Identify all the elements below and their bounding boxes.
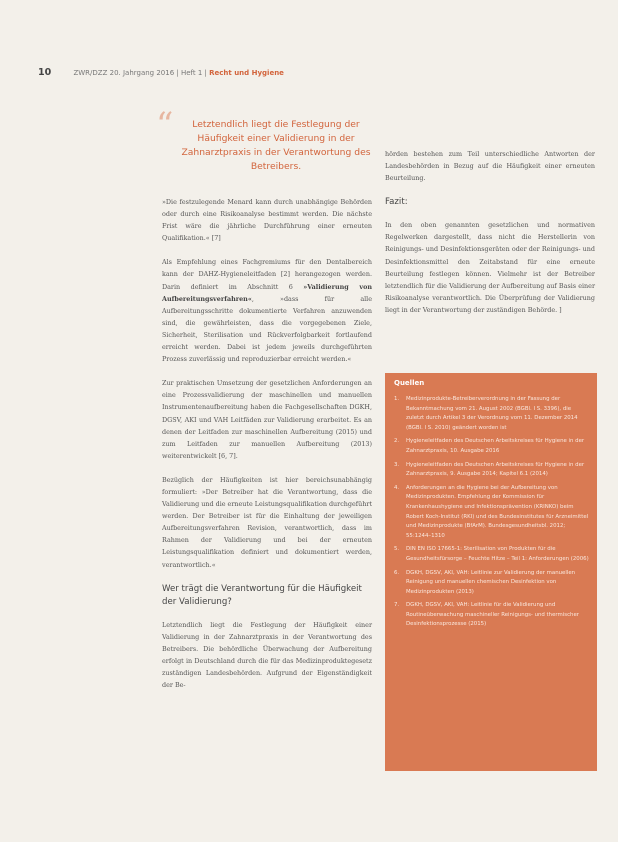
paragraph: In den oben genannten gesetzlichen und normativen Regelwerken dargestellt, dass nicht die Herstellerin von Reinigungs- und Desinfektionsgeräten oder der Reinigungs- und Desinfektionsmittel den Zeitabstand für eine erneute Beurteilung festlegen können. Vielmehr ist der Betreiber letztendlich für die Validierung der Aufbereitung auf Basis einer Risikoanalyse verantwortlich. Die Überprüfung der Validierung liegt in der Verantwortung der zuständigen Behörde. ] [385,221,595,314]
source-number: 6. [394,569,400,576]
source-text: DGKH, DGSV, AKI, VAH: Leitlinie für die Validierung und Routineüberwachung maschineller Reinigungs- und thermischer Desinfektionsprozesse (2015) [406,602,579,628]
source-number: 1. [394,396,400,402]
source-item [394,569,589,598]
right-column [385,148,595,328]
paragraph: »Die festzulegende Menard kann durch unabhängige Behörden oder durch eine Risikoanalyse bestimmt werden. Die nächste Frist wäre die jährliche Durchführung einer erneuten Qualifikation.« [7] [162,198,372,243]
source-item [394,437,589,456]
source-item [394,484,589,542]
source-text: Hygieneleitfaden des Deutschen Arbeitskreises für Hygiene in der Zahnarztpraxis, 9. Ausgabe 2014; Kapitel 6.1 (2014) [406,461,585,478]
left-column [156,105,373,703]
running-header [38,67,598,78]
source-number: 4. [394,484,400,491]
quote-mark-icon: “ [156,105,174,145]
source-text: Anforderungen an die Hygiene bei der Aufbereitung von Medizinprodukten. Empfehlung der Kommission für Krankenhaushygiene und Infektionsprävention (KRINKO) beim Robert Koch-Institut (RKI) und des Bundesinstitutes für Arzneimittel und Medizinprodukte (BfArM). Bundesgesundheitsbl. 2012; 55:1244–1310 [406,484,589,539]
paragraph: Letztendlich liegt die Festlegung der Häufigkeit einer Validierung in der Zahnarztpraxis in der Verantwortung des Betreibers. Die behördliche Überwachung der Aufbereitung erfolgt in Deutschland durch die für das Medizinproduktegesetz zuständigen Landesbehörden. Aufgrund der Eigenständigkeit der Be- [162,620,372,690]
source-number: 5. [394,546,400,553]
paragraph: Zur praktischen Umsetzung der gesetzlichen Anforderungen an eine Prozessvalidierung der maschinellen und manuellen Instrumentenaufbereitung haben die Fachgesellschaften DGKH, DGSV, AKI und VAH Leitfäden zur Validierung erarbeitet. Es an denen der Leitfaden zur maschinellen Aufbereitung (2015) und zum Leitfaden zur manuellen Aufbereitung (2013) weiterentwickelt [6, 7]. [162,379,372,460]
sources-box [385,373,597,771]
paragraph [162,256,372,365]
paragraph-text: Als Empfehlung eines Fachgremiums für den Dentalbereich kann der DAHZ-Hygieneleitfaden [2] herangezogen werden. Darin definiert im Abschnitt 6 [162,258,372,291]
source-text: Medizinprodukte-Betreiberverordnung in der Fassung der Bekanntmachung vom 21. August 2002 (BGBl. I S. 3396), die zuletzt durch Artikel 3 der Verordnung vom 11. Dezember 2014 (BGBl. I S. 2010) geändert worden ist [406,396,578,431]
pull-quote [156,105,372,174]
paragraph-text: , »dass für alle Aufbereitungsschritte dokumentierte Verfahren anzuwenden sind, die gewährleisten, dass die vorgegebenen Ziele, Sicherheit, Sterilisation und Rückverfolgbarkeit fortlaufend erreicht werden. Dabei ist jedem jeweils durchgeführten Prozess zuverlässig und reproduzierbar erreicht werden.« [162,294,372,364]
source-item [394,601,589,630]
pull-quote-text: Letztendlich liegt die Festlegung der Häufigkeit einer Validierung in der Zahnarztpraxis in der Verantwortung des Betreibers. [181,119,371,172]
paragraph: Bezüglich der Häufigkeiten ist hier bereichsunabhängig formuliert: »Der Betreiber hat die Verantwortung, dass die Validierung und die erneute Leistungsqualifikation durchgeführt werden. Der Betreiber ist für die Einhaltung der jeweiligen Aufbereitungsverfahren Revision, verantwortlich, dass im Rahmen der Validierung und bei der erneuten Leistungsqualifikation definiert und dokumentiert werden, verantwortlich.« [162,475,373,569]
section-title: Recht und Hygiene [209,69,284,77]
source-number: 7. [394,602,400,609]
source-item [394,395,589,433]
journal-info: ZWR/DZZ 20. Jahrgang 2016 | Heft 1 | [73,69,207,77]
source-number: 2. [394,438,400,445]
source-text: Hygieneleitfaden des Deutschen Arbeitskreises für Hygiene in der Zahnarztpraxis, 10. Ausgabe 2016 [406,438,585,454]
emphasis-text: »Validierung von Aufbereitungsverfahren« [162,282,372,303]
source-item [394,461,589,480]
source-text: DGKH, DGSV, AKI, VAH: Leitlinie zur Validierung der manuellen Reinigung und manuellen chemischen Desinfektion von Medizinprodukten (2013) [406,569,576,595]
source-text: DIN EN ISO 17665-1: Sterilisation von Produkten für die Gesundheitsfürsorge – Feuchte Hitze – Teil 1: Anforderungen (2006) [406,546,589,562]
page-number: 10 [38,67,52,78]
section-heading: Fazit: [385,197,408,208]
sources-title: Quellen [394,379,425,387]
sources-list [385,395,597,630]
section-heading: Wer trägt die Verantwortung für die Häufigkeit der Validierung? [162,583,362,607]
source-number: 3. [394,461,400,468]
source-item [394,545,589,564]
paragraph: hörden bestehen zum Teil unterschiedliche Antworten der Landesbehörden in Bezug auf die Häufigkeit einer erneuten Beurteilung. [385,150,595,183]
